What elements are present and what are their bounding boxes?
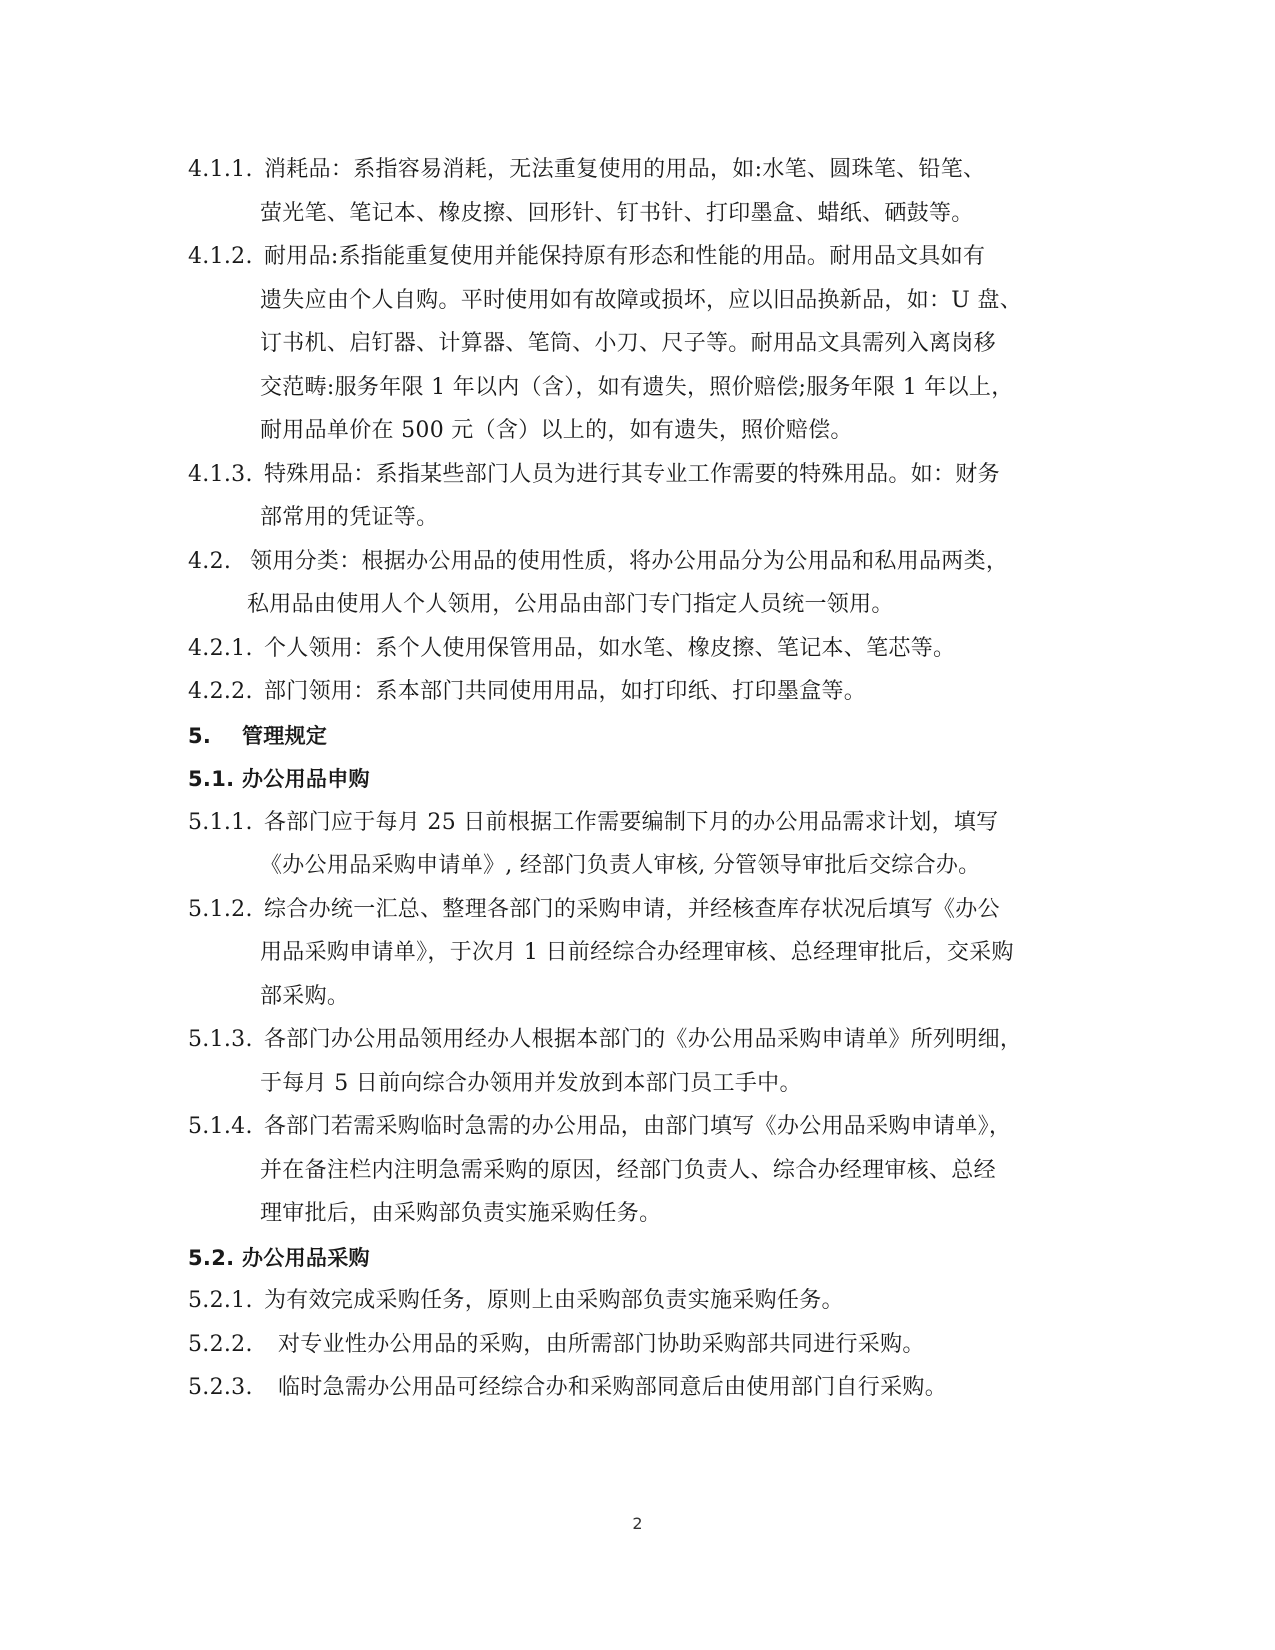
clause-number: 5.2.1.: [188, 1288, 253, 1313]
clause-text: 特殊用品：系指某些部门人员为进行其专业工作需要的特殊用品。如：财务: [264, 462, 1000, 487]
clause-4-1-1: [188, 155, 985, 185]
section-heading-5-1: [188, 764, 370, 794]
page-number: 2: [632, 1514, 643, 1533]
clause-text: 临时急需办公用品可经综合办和采购部同意后由使用部门自行采购。: [278, 1375, 948, 1400]
clause-text: 为有效完成采购任务，原则上由采购部负责实施采购任务。: [264, 1288, 844, 1313]
clause-continuation: 遗失应由个人自购。平时使用如有故障或损坏，应以旧品换新品，如：U 盘、: [260, 288, 1023, 313]
clause-number: 5.2.2.: [188, 1332, 253, 1357]
clause-continuation: 萤光笔、笔记本、橡皮擦、回形针、钉书针、打印墨盒、蜡纸、硒鼓等。: [260, 201, 974, 226]
clause-4-1-2: [188, 242, 985, 272]
section-title: 办公用品申购: [242, 767, 370, 791]
clause-5-2-1: [188, 1286, 844, 1316]
clause-5-2-2: [188, 1330, 925, 1360]
clause-text: 各部门办公用品领用经办人根据本部门的《办公用品采购申请单》所列明细，: [264, 1027, 1023, 1052]
clause-continuation: 部常用的凭证等。: [260, 505, 439, 530]
clause-5-1-2: [188, 895, 1000, 925]
clause-number: 5.1.3.: [188, 1027, 253, 1052]
clause-text: 综合办统一汇总、整理各部门的采购申请，并经核查库存状况后填写《办公: [264, 897, 1000, 922]
clause-number: 4.1.2.: [188, 244, 253, 269]
clause-number: 5.1.4.: [188, 1114, 253, 1139]
clause-number: 4.2.2.: [188, 679, 253, 704]
clause-number: 5.1.1.: [188, 810, 253, 835]
clause-continuation: 理审批后，由采购部负责实施采购任务。: [260, 1201, 662, 1226]
clause-number: 5.2.3.: [188, 1375, 253, 1400]
clause-4-2: [188, 547, 1008, 577]
section-heading-5: [188, 721, 327, 751]
section-heading-5-2: [188, 1243, 370, 1273]
clause-text: 各部门应于每月 25 日前根据工作需要编制下月的办公用品需求计划，填写: [264, 810, 999, 835]
section-number: 5.2.: [188, 1246, 235, 1270]
clause-5-1-4: [188, 1112, 1011, 1142]
clause-number: 4.2.: [188, 549, 232, 574]
clause-continuation: 私用品由使用人个人领用，公用品由部门专门指定人员统一领用。: [247, 592, 894, 617]
clause-text: 领用分类：根据办公用品的使用性质，将办公用品分为公用品和私用品两类，: [250, 549, 1009, 574]
clause-text: 部门领用：系本部门共同使用用品，如打印纸、打印墨盒等。: [264, 679, 867, 704]
clause-5-2-3: [188, 1373, 947, 1403]
clause-4-2-2: [188, 677, 866, 707]
clause-5-1-3: [188, 1025, 1022, 1055]
clause-text: 消耗品：系指容易消耗，无法重复使用的用品，如:水笔、圆珠笔、铅笔、: [264, 157, 986, 182]
clause-text: 各部门若需采购临时急需的办公用品，由部门填写《办公用品采购申请单》，: [264, 1114, 1012, 1139]
clause-text: 耐用品:系指能重复使用并能保持原有形态和性能的用品。耐用品文具如有: [264, 244, 986, 269]
clause-4-2-1: [188, 634, 955, 664]
clause-continuation: 于每月 5 日前向综合办领用并发放到本部门员工手中。: [260, 1071, 802, 1096]
clause-text: 个人领用：系个人使用保管用品，如水笔、橡皮擦、笔记本、笔芯等。: [264, 636, 956, 661]
clause-5-1-1: [188, 808, 998, 838]
clause-number: 5.1.2.: [188, 897, 253, 922]
clause-continuation: 订书机、启钉器、计算器、笔筒、小刀、尺子等。耐用品文具需列入离岗移: [260, 331, 996, 356]
clause-text: 对专业性办公用品的采购，由所需部门协助采购部共同进行采购。: [278, 1332, 925, 1357]
clause-number: 4.1.3.: [188, 462, 253, 487]
section-number: 5.: [188, 724, 212, 748]
clause-number: 4.2.1.: [188, 636, 253, 661]
clause-4-1-3: [188, 460, 1000, 490]
clause-continuation: 用品采购申请单》，于次月 1 日前经综合办经理审核、总经理审批后，交采购: [260, 940, 1014, 965]
clause-continuation: 耐用品单价在 500 元（含）以上的，如有遗失，照价赔偿。: [260, 418, 853, 443]
section-number: 5.1.: [188, 767, 235, 791]
section-title: 管理规定: [242, 724, 328, 748]
section-title: 办公用品采购: [242, 1246, 370, 1270]
clause-continuation: 部采购。: [260, 984, 350, 1009]
clause-continuation: 并在备注栏内注明急需采购的原因，经部门负责人、综合办经理审核、总经: [260, 1158, 996, 1183]
clause-continuation: 交范畴:服务年限 1 年以内（含），如有遗失，照价赔偿;服务年限 1 年以上，: [260, 375, 1014, 400]
clause-continuation: 《办公用品采购申请单》, 经部门负责人审核, 分管领导审批后交综合办。: [260, 853, 981, 878]
clause-number: 4.1.1.: [188, 157, 253, 182]
